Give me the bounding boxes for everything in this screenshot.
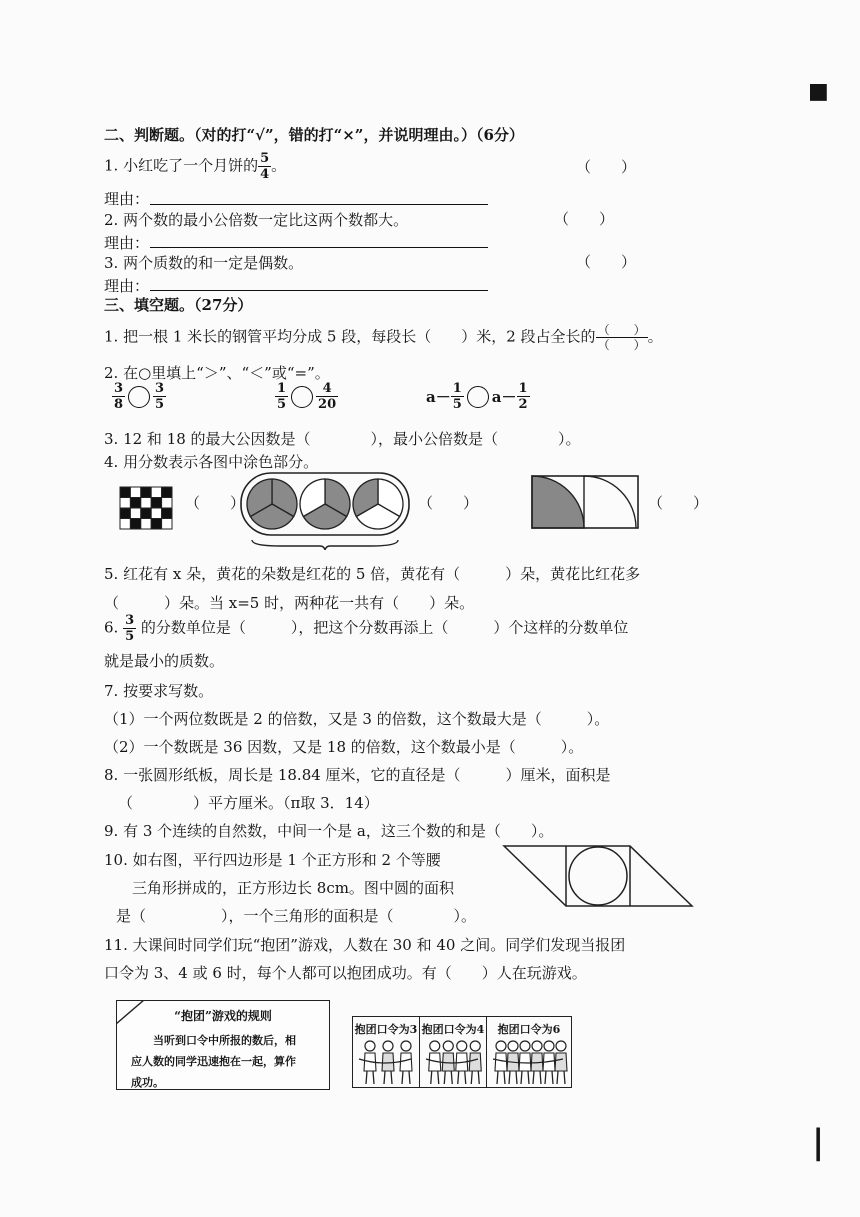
grid-cell	[141, 519, 151, 530]
s3-q10-line2: 三角形拼成的，正方形边长 8cm。图中圆的面积	[132, 879, 454, 897]
hugging-group-icon	[420, 1037, 484, 1087]
s3-q11-line1: 11. 大课间时同学们玩“抱团”游戏，人数在 30 和 40 之间。同学们发现当报团	[104, 936, 626, 954]
compare-circle[interactable]	[467, 386, 489, 408]
s3-question-2: 2. 在○里填上“＞”、“＜”或“=”。	[104, 364, 330, 382]
grid-cell	[151, 508, 161, 519]
section2-heading: 二、判断题。（对的打“√”，错的打“×”，并说明理由。）（6分）	[104, 126, 524, 144]
s3-q10-line1: 10. 如右图，平行四边形是 1 个正方形和 2 个等腰	[104, 851, 441, 869]
parallelogram-figure	[502, 844, 694, 908]
hugging-group-icon	[353, 1037, 417, 1087]
hugging-group-icon	[487, 1037, 569, 1087]
s2-q2-answer-paren[interactable]: （ ）	[554, 210, 615, 228]
grid-cell	[141, 487, 151, 498]
s3-question-7: 7. 按要求写数。	[104, 682, 214, 700]
rules-title: “抱团”游戏的规则	[174, 1009, 272, 1023]
s3-q5-line2: （ ）朵。当 x=5 时，两种花一共有（ ）朵。	[104, 594, 475, 612]
s3-q7-sub1: （1）一个两位数既是 2 的倍数，又是 3 的倍数，这个数最大是（ ）。	[104, 710, 610, 728]
s2-question-3: 3. 两个质数的和一定是偶数。	[104, 254, 304, 272]
compare-circle[interactable]	[128, 386, 150, 408]
grid-cell	[151, 498, 161, 509]
s2-q3-reason-line[interactable]	[150, 290, 488, 291]
grid-cell	[151, 487, 161, 498]
section3-heading: 三、填空题。（27分）	[104, 296, 253, 314]
rules-box	[116, 1000, 330, 1090]
s2-q1-reason-line[interactable]	[150, 204, 488, 205]
s3-q10-line3: 是（ ），一个三角形的面积是（ ）。	[116, 907, 477, 925]
s2-q1-reason-label: 理由：	[104, 190, 150, 208]
s3-question-1: 1. 把一根 1 米长的钢管平均分成 5 段，每段长（ ）米，2 段占全长的 $\frac{( )}{( )}$ 。	[104, 323, 663, 352]
rules-line2: 应人数的同学迅速抱在一起，算作	[131, 1055, 296, 1068]
s3-q11-line2: 口令为 3、4 或 6 时，每个人都可以抱团成功。有（ ）人在玩游戏。	[104, 964, 587, 982]
s3-q7-sub2: （2）一个数既是 36 因数，又是 18 的倍数，这个数最小是（ ）。	[104, 738, 584, 756]
s3-question-6: 6. $\frac{3}{5}$ 的分数单位是（ ），把这个分数再添上（ ）个这样的分数单位	[104, 613, 629, 644]
s3-question-4: 4. 用分数表示各图中涂色部分。	[104, 453, 319, 471]
figure1-answer-paren[interactable]: （ ）	[185, 494, 246, 512]
grid-cell	[120, 487, 130, 498]
compare-1: $\frac{3}{8}$ $\frac{3}{5}$	[114, 381, 165, 412]
s2-question-1: 1. 小红吃了一个月饼的 $\frac{5}{4}$ 。	[104, 151, 287, 182]
s3-q8-line2: （ ）平方厘米。（π取 3．14）	[118, 794, 379, 812]
checkerboard-figure	[118, 485, 174, 531]
bottom-mark: |	[812, 1122, 825, 1162]
s2-question-2: 2. 两个数的最小公倍数一定比这两个数都大。	[104, 211, 409, 229]
corner-mark: ■	[808, 78, 829, 104]
s3-q6-line2: 就是最小的质数。	[104, 652, 225, 670]
grid-cell	[130, 498, 140, 509]
compare-3: a－ $\frac{1}{5}$ a－ $\frac{1}{2}$	[426, 381, 528, 412]
compare-2: $\frac{1}{5}$ $\frac{4}{20}$	[277, 381, 337, 412]
fraction: $\frac{5}{4}$	[260, 151, 270, 182]
s2-q1-text: 1. 小红吃了一个月饼的	[104, 156, 259, 175]
grid-cell	[120, 519, 130, 530]
rules-line3: 成功。	[131, 1076, 164, 1089]
cell-command-6: 抱团口令为6	[486, 1016, 572, 1088]
cell-command-3: 抱团口令为3	[352, 1016, 420, 1088]
three-circles-figure	[240, 470, 410, 550]
grid-cell	[162, 508, 172, 519]
s2-q2-reason-label: 理由：	[104, 234, 150, 252]
fold-corner-icon	[116, 1000, 146, 1026]
grid-cell	[141, 498, 151, 509]
s3-question-9: 9. 有 3 个连续的自然数，中间一个是 a，这三个数的和是（ ）。	[104, 822, 554, 840]
grid-cell	[151, 519, 161, 530]
grid-cell	[130, 508, 140, 519]
grid-cell	[120, 508, 130, 519]
grid-cell	[162, 487, 172, 498]
grid-cell	[120, 498, 130, 509]
compare-circle[interactable]	[291, 386, 313, 408]
s2-q2-reason-line[interactable]	[150, 247, 488, 248]
grid-cell	[130, 519, 140, 530]
s2-q3-reason-label: 理由：	[104, 277, 150, 295]
s3-q5-line1: 5. 红花有 x 朵，黄花的朵数是红花的 5 倍，黄花有（ ）朵，黄花比红花多	[104, 565, 641, 583]
rules-line1: 当听到口令中所报的数后，相	[153, 1034, 296, 1047]
s3-q8-line1: 8. 一张圆形纸板，周长是 18.84 厘米，它的直径是（ ）厘米，面积是	[104, 766, 611, 784]
grid-cell	[162, 498, 172, 509]
s2-q1-answer-paren[interactable]: （ ）	[576, 158, 637, 176]
grid-cell	[130, 487, 140, 498]
quarter-circle-figure	[530, 474, 642, 530]
s3-question-3: 3. 12 和 18 的最大公因数是（ ），最小公倍数是（ ）。	[104, 430, 581, 448]
grid-cell	[141, 508, 151, 519]
answer-fraction[interactable]: $\frac{( )}{( )}$	[597, 323, 646, 352]
grid-cell	[162, 519, 172, 530]
s2-q3-answer-paren[interactable]: （ ）	[576, 253, 637, 271]
figure2-answer-paren[interactable]: （ ）	[418, 494, 479, 512]
figure3-answer-paren[interactable]: （ ）	[648, 494, 709, 512]
cell-command-4: 抱团口令为4	[419, 1016, 487, 1088]
